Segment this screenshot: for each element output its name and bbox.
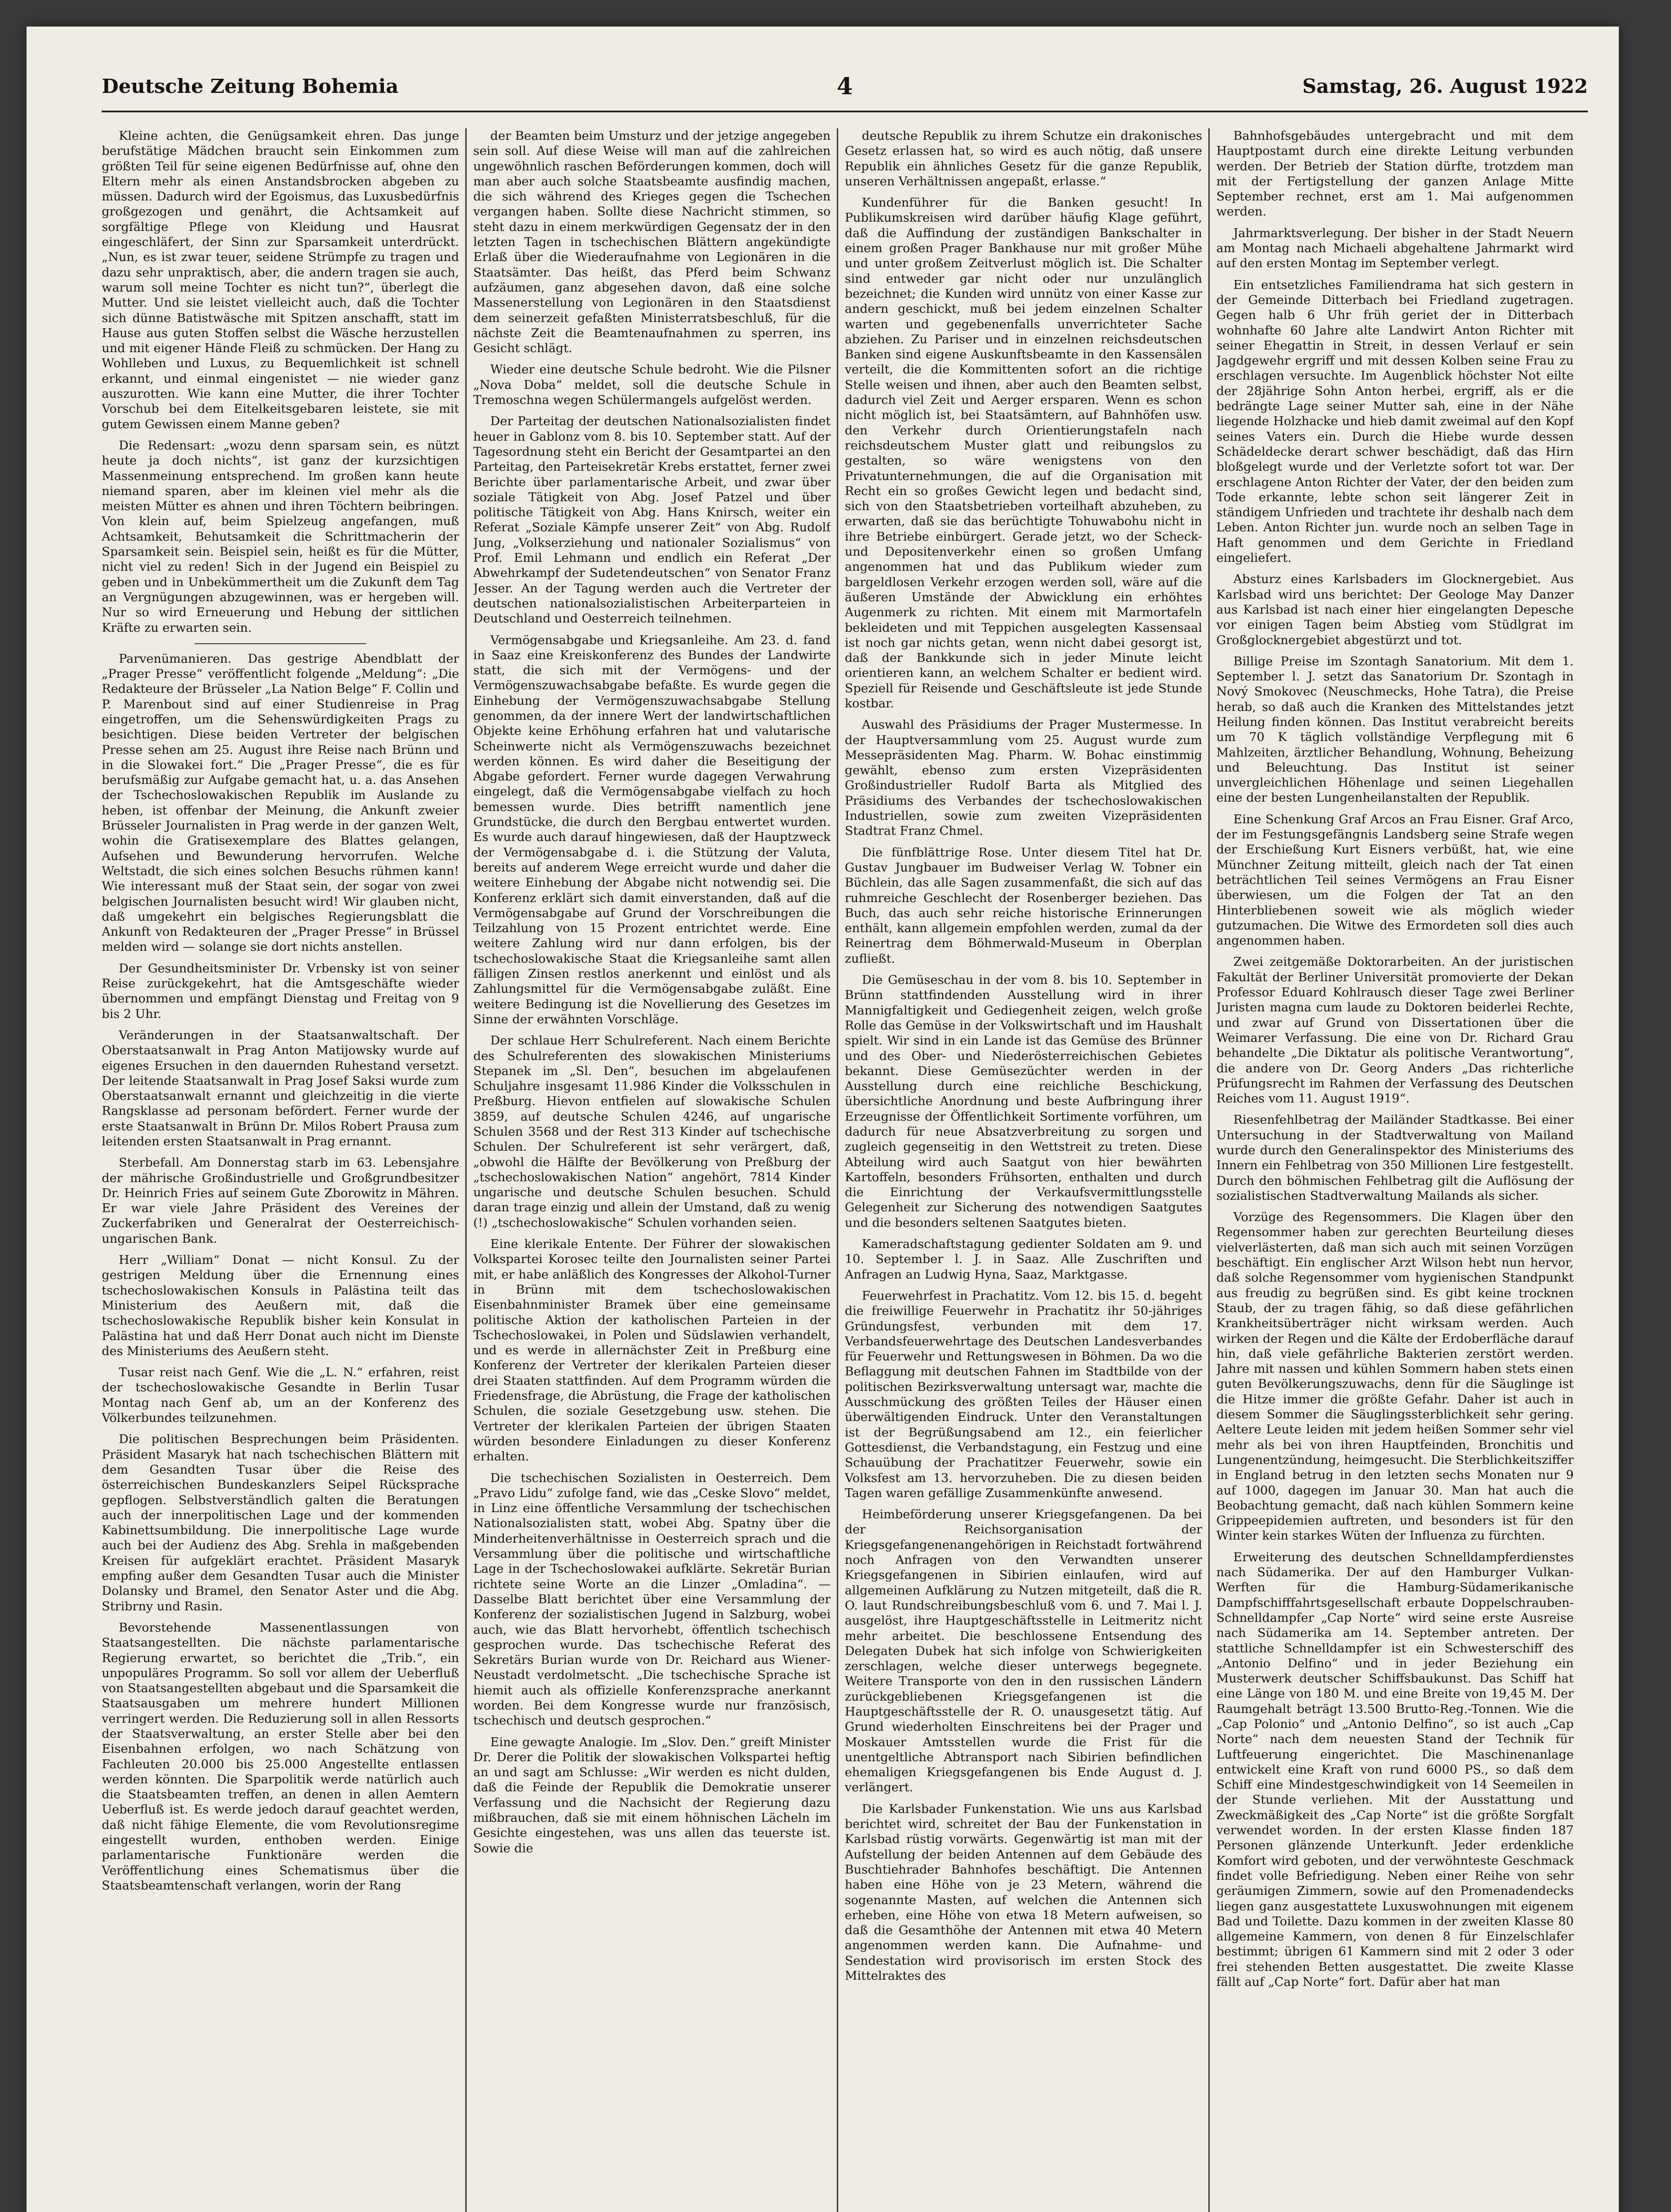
article-paragraph: Riesenfehlbetrag der Mailänder Stadtkasse. Bei einer Untersuchung in der Stadtverwaltung von Mailand wurde durch den Generalinspektor des Ministeriums des Innern ein Fehlbetrag von 350 Millionen Lire festgestellt. Durch den böhmischen Fehlbetrag gilt die Auflösung der sozialistischen Stadtverwaltung Mailands als sicher. <box>1216 1113 1574 1203</box>
article-paragraph: Die fünfblättrige Rose. Unter diesem Titel hat Dr. Gustav Jungbauer im Budweiser Verlag W. Tobner ein Büchlein, das alle Sagen zusammenfaßt, die sich auf das ruhmreiche Geschlecht der Rosenberger beziehen. Das Buch, das auch sehr reiche historische Erinnerungen enthält, kann allgemein empfohlen werden, zumal da der Reinertrag dem Böhmerwald-Museum in Oberplan zufließt. <box>845 845 1202 966</box>
column-rule <box>1208 128 1210 2212</box>
article-paragraph: Die Gemüseschau in der vom 8. bis 10. September in Brünn stattfindenden Ausstellung wird in ihrer Mannigfaltigkeit und Gediegenheit zeigen, welch große Rolle das Gemüse in der Volkswirtschaft und im Haushalt spielt. Wir sind in ein Lande ist das Gemüse des Brünner und des Ober- und Niederösterreichischen Gebietes bekannt. Diese Gemüsezüchter werden in der Ausstellung durch eine reichliche Beschickung, übersichtliche Anordnung und beste Aufbringung ihrer Erzeugnisse der Öffentlichkeit Sortimente vorführen, um dadurch für neue Absatzverbreitung zu sorgen und zugleich gegenseitig in den Wettstreit zu treten. Diese Abteilung wird auch Saatgut von hier bewährten Kartoffeln, besonders Frühsorten, enthalten und durch die Einrichtung der Verkaufsvermittlungsstelle Gelegenheit zur Sicherung des notwendigen Saatgutes und die besonders seltenen Saatgutes bieten. <box>845 973 1202 1230</box>
column-area <box>102 128 1588 2212</box>
article-paragraph: Ein entsetzliches Familiendrama hat sich gestern in der Gemeinde Ditterbach bei Friedland zugetragen. Gegen halb 6 Uhr früh geriet der in Ditterbach wohnhafte 60 Jahre alte Landwirt Anton Richter mit seiner Ehegattin in Streit, in dessen Verlauf er sein Jagdgewehr ergriff und mit dessen Kolben seine Frau zu erschlagen versuchte. Im Augenblick höchster Not eilte der 28jährige Sohn Anton herbei, ergriff, als er die bedrängte Lage seiner Mutter sah, eine in der Nähe liegende Holzhacke und hieb damit zweimal auf den Kopf seines Vaters ein. Durch die Hiebe wurde dessen Schädeldecke derart schwer beschädigt, daß das Hirn bloßgelegt wurde und der Verletzte sofort tot war. Der erschlagene Anton Richter der Vater, der den beiden zum Tode erkannte, lebte schon seit längerer Zeit in ständigem Unfrieden und trachtete ihr deshalb nach dem Leben. Anton Richter jun. wurde noch an selben Tage in Haft genommen und dem Gerichte in Friedland eingeliefert. <box>1216 277 1574 565</box>
article-paragraph: Die tschechischen Sozialisten in Oesterreich. Dem „Pravo Lidu“ zufolge fand, wie das „Ceske Slovo“ meldet, in Linz eine öffentliche Versammlung der tschechischen Nationalsozialisten statt, wobei Abg. Spatny über die Minderheitenverhältnisse in Oesterreich sprach und die Versammlung über die politische und wirtschaftliche Lage in der Tschechoslowakei aufklärte. Sekretär Burian richtete seine Worte an die Linzer „Omladina“. — Dasselbe Blatt berichtet über eine Versammlung der Konferenz der sozialistischen Jugend in Salzburg, wobei auch, wie das Blatt hervorhebt, öffentlich tschechisch gesprochen wurde. Das tschechische Referat des Sekretärs Burian wurde von Dr. Reichard aus Wiener-Neustadt verdolmetscht. „Die tschechische Sprache ist hiemit auch als offizielle Konferenzsprache anerkannt worden. Bei dem Kongresse wurde nur französisch, tschechisch und deutsch gesprochen.“ <box>473 1471 831 1728</box>
article-paragraph: Jahrmarktsverlegung. Der bisher in der Stadt Neuern am Montag nach Michaeli abgehaltene Jahrmarkt wird auf den ersten Montag im September verlegt. <box>1216 226 1574 271</box>
page-header <box>102 71 1588 112</box>
column-3 <box>845 128 1202 2212</box>
article-paragraph: Tusar reist nach Genf. Wie die „L. N.“ erfahren, reist der tschechoslowakische Gesandte in Berlin Tusar Montag nach Genf ab, um an der Konferenz des Völkerbundes teilzunehmen. <box>102 1365 459 1425</box>
article-paragraph: Kundenführer für die Banken gesucht! In Publikumskreisen wird darüber häufig Klage geführt, daß die Auffindung der zuständigen Bankschalter in einem großen Prager Bankhause nur mit großer Mühe und unter großem Zeitverlust möglich ist. Die Schalter sind entweder gar nicht oder nur unzulänglich bezeichnet; die Kunden wird unnütz von einer Kasse zur andern geschickt, muß bei jedem einzelnen Schalter warten und gegebenenfalls unverrichteter Sache abziehen. Zu Pariser und in einzelnen reichsdeutschen Banken sind eigene Auskunftsbeamte in den Kassensälen verteilt, die die Kommittenten sofort an die richtige Stelle weisen und ihnen, aber auch den Beamten selbst, dadurch viel Zeit und Aerger ersparen. Wenn es schon nicht möglich ist, bei Staatsämtern, auf Bahnhöfen usw. den Verkehr durch Orientierungstafeln nach reichsdeutschem Muster glatt und reibungslos zu gestalten, so wäre wenigstens von den Privatunternehmungen, die auf die Organisation mit Recht ein so großes Gewicht legen und bedacht sind, sich von den Staatsbetrieben vorteilhaft abzuheben, zu erwarten, daß sie das berüchtigte Tohuwabohu nicht in ihre Betriebe einbürgert. Gerade jetzt, wo der Scheck- und Depositenverkehr einen so großen Umfang angenommen hat und das Publikum wieder zum bargeldlosen Verkehr erzogen werden soll, wäre auf die äußeren Umstände der Abwicklung ein erhöhtes Augenmerk zu richten. Mit einem mit Marmortafeln bekleideten und mit Teppichen ausgelegten Kassensaal ist noch gar nichts getan, wenn nicht dabei gesorgt ist, daß der Bankkunde sich in jeder Minute leicht orientieren kann, an welchem Schalter er bedient wird. Speziell für Reisende und Geschäftsleute ist jede Stunde kostbar. <box>845 196 1202 710</box>
article-paragraph: Heimbeförderung unserer Kriegsgefangenen. Da bei der Reichsorganisation der Kriegsgefangenenangehörigen in Reichstadt fortwährend noch Anfragen von den Verwandten unserer Kriegsgefangenen in Sibirien einlaufen, wird auf allgemeinen Aufklärung zu Nutzen mitgeteilt, daß die R. O. laut Rundschreibungsbeschluß vom 6. und 7. Mai l. J. ausgelöst, ihre Hauptgeschäftsstelle in Leitmeritz nicht mehr arbeitet. Die beschlossene Entsendung des Delegaten Dubek hat sich infolge von Schwierigkeiten zerschlagen, welche dieser unterwegs begegnete. Weitere Transporte von den in den russischen Ländern zurückgebliebenen Kriegsgefangenen ist die Hauptgeschäftsstelle der R. O. unausgesetzt tätig. Auf Grund wiederholten Einschreitens bei der Prager und Moskauer Amtsstellen wurde die Frist für die unentgeltliche Abtransport nach Sibirien befindlichen ehemaligen Kriegsgefangenen bis Ende August d. J. verlängert. <box>845 1507 1202 1795</box>
section-divider <box>195 643 366 644</box>
newspaper-page <box>27 27 1619 2212</box>
article-paragraph: Vorzüge des Regensommers. Die Klagen über den Regensommer haben zur gerechten Beurteilung dieses vielverlästerten, daß man sich auch mit seinen Vorzügen beschäftigt. Ein englischer Arzt Wilson hebt nun hervor, daß solche Regensommer vom hygienischen Standpunkt aus freudig zu begrüßen sind. Es gibt keine trocknen Staub, der zu tragen fähig, so daß diese gefährlichen Krankheitsüberträger nicht wirksam werden. Auch wirken der Regen und die Kälte der Erdoberfläche darauf hin, daß viele gefährliche Bakterien zerstört werden. Jahre mit nassen und kühlen Sommern haben stets einen guten Bevölkerungszuwachs, denn für die Säuglinge ist die Hitze immer die größte Gefahr. Daher ist auch in diesem Sommer die Säuglingssterblichkeit sehr gering. Aeltere Leute leiden mit jedem heißen Sommer sehr viel mehr als bei von ihren Hauptfeinden, Bronchitis und Lungenentzündung, heimgesucht. Die Sterblichkeitsziffer in England betrug in den letzten sechs Monaten nur 9 auf 1000, dagegen im Januar 30. Man hat auch die Beobachtung gemacht, daß nach kühlen Sommern keine Grippeepidemien auftreten, und besonders ist für den Winter kein starkes Wüten der Influenza zu fürchten. <box>1216 1210 1574 1543</box>
article-paragraph: Die Redensart: „wozu denn sparsam sein, es nützt heute ja doch nichts“, ist ganz der kurzsichtigen Massenmeinung entsprechend. Im großen kann heute niemand sparen, aber im kleinen viel mehr als die meisten Mütter es ahnen und ihren Töchtern beibringen. Von klein auf, beim Spielzeug angefangen, muß Achtsamkeit, Behutsamkeit die Schrittmacherin der Sparsamkeit sein. Beispiel sein, heißt es für die Mütter, nicht viel zu reden! Sich in der Jugend ein Beispiel zu geben und in Unbekümmertheit um die Zukunft dem Tag an Vergnügungen abzugewinnen, was er hergeben will. Nur so wird Erneuerung und Hebung der sittlichen Kräfte zu erwarten sein. <box>102 438 459 635</box>
article-paragraph: Die politischen Besprechungen beim Präsidenten. Präsident Masaryk hat nach tschechischen Blättern mit dem Gesandten Tusar über die Reise des österreichischen Bundeskanzlers Seipel Rücksprache gepflogen. Selbstverständlich galten die Beratungen auch der innerpolitischen Lage und der kommenden Kabinettsumbildung. Die innerpolitische Lage wurde auch bei der Audienz des Abg. Srehla in maßgebenden Kreisen für aufgeklärt erachtet. Präsident Masaryk empfing außer dem Gesandten Tusar auch die Minister Dolansky und Bramel, den Senator Aster und die Abg. Stribrny und Rasin. <box>102 1432 459 1613</box>
article-paragraph: der Beamten beim Umsturz und der jetzige angegeben sein soll. Auf diese Weise will man auf die zahlreichen ungewöhnlich raschen Beförderungen kommen, doch will man aber auch solche Staatsbeamte ausfindig machen, die sich während des Krieges gegen die Tschechen vergangen haben. Sollte diese Nachricht stimmen, so steht dazu in einem merkwürdigen Gegensatz der in den letzten Tagen in tschechischen Blättern angekündigte Erlaß über die Wiederaufnahme von Legionären in die Staatsämter. Das heißt, das Pferd beim Schwanz aufzäumen, ganz abgesehen davon, daß eine solche Massenerstellung von Legionären in den Staatsdienst dem seinerzeit gefaßten Ministerratsbeschluß, für die nächste Zeit die Beamtenaufnahmen zu sperren, ins Gesicht schlägt. <box>473 129 831 356</box>
column-rule <box>465 128 467 2212</box>
column-4 <box>1216 128 1574 2212</box>
article-paragraph: Eine gewagte Analogie. Im „Slov. Den.“ greift Minister Dr. Derer die Politik der slowakischen Volkspartei heftig an und sagt am Schlusse: „Wir werden es nicht dulden, daß die Feinde der Republik die Demokratie unserer Verfassung und die Nachsicht der Regierung dazu mißbrauchen, daß sie mit einem höhnischen Lächeln im Gesichte eingestehen, was uns allen das teuerste ist. Sowie die <box>473 1735 831 1855</box>
newspaper-title: Deutsche Zeitung Bohemia <box>102 75 399 98</box>
column-2 <box>473 128 831 2212</box>
column-rule <box>837 128 838 2212</box>
article-paragraph: Sterbefall. Am Donnerstag starb im 63. Lebensjahre der mährische Großindustrielle und Großgrundbesitzer Dr. Heinrich Fries auf seinem Gute Zborowitz in Mähren. Er war viele Jahre Präsident des Vereines der Zuckerfabriken und Generalrat der Oesterreichisch-ungarischen Bank. <box>102 1156 459 1246</box>
article-paragraph: Absturz eines Karlsbaders im Glocknergebiet. Aus Karlsbad wird uns berichtet: Der Geologe May Danzer aus Karlsbad ist nach einer hier eingelangten Depesche vor einigen Tagen beim Abstieg vom Stüdlgrat im Großglocknergebiet abgestürzt und tot. <box>1216 572 1574 647</box>
article-paragraph: Billige Preise im Szontagh Sanatorium. Mit dem 1. September l. J. setzt das Sanatorium Dr. Szontagh in Nový Smokovec (Neuschmecks, Hohe Tatra), die Preise herab, so daß auch die Kranken des Mittelstandes jetzt Heilung finden können. Das Institut verabreicht bereits um 70 K täglich vollständige Verpflegung mit 6 Mahlzeiten, ärztlicher Behandlung, Wohnung, Beheizung und Beleuchtung. Das Institut ist seiner unvergleichlichen Höhenlage und seinen Liegehallen eine der besten Lungenheilanstalten der Republik. <box>1216 654 1574 805</box>
article-paragraph: Veränderungen in der Staatsanwaltschaft. Der Oberstaatsanwalt in Prag Anton Matijowsky wurde auf eigenes Ersuchen in den dauernden Ruhestand versetzt. Der leitende Staatsanwalt in Prag Josef Saksi wurde zum Oberstaatsanwalt ernannt und gleichzeitig in die vierte Rangsklasse ad personam befördert. Ferner wurde der erste Staatsanwalt in Brünn Dr. Milos Robert Prausa zum leitenden ersten Staatsanwalt in Prag ernannt. <box>102 1028 459 1148</box>
article-paragraph: deutsche Republik zu ihrem Schutze ein drakonisches Gesetz erlassen hat, so wird es auch nötig, daß unsere Republik ein ähnliches Gesetz für die ganze Republik, unseren Verhältnissen angepaßt, erlasse.“ <box>845 129 1202 188</box>
article-paragraph: Feuerwehrfest in Prachatitz. Vom 12. bis 15. d. begeht die freiwillige Feuerwehr in Prachatitz ihr 50-jähriges Gründungsfest, verbunden mit dem 17. Verbandsfeuerwehrtage des Deutschen Landesverbandes für Feuerwehr und Rettungswesen in Böhmen. Da wo die Beflaggung mit deutschen Fahnen im Stadtbilde von der politischen Bezirksverwaltung untersagt war, machte die Ausschmückung des größten Teiles der Häuser einen überwältigenden Eindruck. Unter den Veranstaltungen ist der Begrüßungsabend am 12., ein feierlicher Gottesdienst, die Verbandstagung, ein Festzug und eine Schauübung der Prachatitzer Feuerwehr, sowie ein Volksfest am 13. hervorzuheben. Die zu diesen beiden Tagen waren gefällige Zusammenkünfte anwesend. <box>845 1288 1202 1500</box>
article-paragraph: Eine klerikale Entente. Der Führer der slowakischen Volkspartei Korosec teilte den Journalisten seiner Partei mit, er habe anläßlich des Kongresses der Alkohol-Turner in Brünn mit dem tschechoslowakischen Eisenbahnminister Bramek über eine gemeinsame politische Aktion der katholischen Parteien in der Tschechoslowakei, in Polen und Südslawien verhandelt, und es werde in allernächster Zeit in Preßburg eine Konferenz der Vertreter der klerikalen Parteien dieser drei Staaten stattfinden. Auf dem Programm würden die Friedensfrage, die Abrüstung, die Frage der katholischen Schulen, die soziale Gesetzgebung usw. stehen. Die Vertreter der klerikalen Parteien der übrigen Staaten würden besondere Einladungen zu dieser Konferenz erhalten. <box>473 1237 831 1464</box>
article-paragraph: Der Parteitag der deutschen Nationalsozialisten findet heuer in Gablonz vom 8. bis 10. September statt. Auf der Tagesordnung steht ein Bericht der Gesamtpartei an den Parteitag, den Parteisekretär Krebs erstattet, ferner zwei Berichte über parlamentarische Arbeit, und zwar über soziale Tätigkeit von Abg. Josef Patzel und über politische Tätigkeit von Abg. Hans Knirsch, weiter ein Referat „Soziale Kämpfe unserer Zeit“ von Abg. Rudolf Jung, „Volkserziehung und nationaler Sozialismus“ von Prof. Emil Lehmann und endlich ein Referat „Der Abwehrkampf der Sudetendeutschen“ von Senator Franz Jesser. An der Tagung werden auch die Vertreter der deutschen nationalsozialistischen Arbeiterparteien in Deutschland und Oesterreich teilnehmen. <box>473 414 831 626</box>
article-paragraph: Vermögensabgabe und Kriegsanleihe. Am 23. d. fand in Saaz eine Kreiskonferenz des Bundes der Landwirte statt, die sich mit der Vermögens- und der Vermögenszuwachsabgabe befaßte. Es wurde gegen die Einhebung der Vermögenszuwachsabgabe Stellung genommen, da der innere Wert der landwirtschaftlichen Objekte keine Erhöhung erfahren hat und valutarische Scheinwerte nicht als Vermögenszuwachs bezeichnet werden können. Es wird daher die Beseitigung der Abgabe gefordert. Ferner wurde dagegen Verwahrung eingelegt, daß die Vermögensabgabe vielfach zu hoch bemessen wurde. Dies betrifft namentlich jene Grundstücke, die durch den Bergbau entwertet wurden. Es wurde auch darauf hingewiesen, daß der Hauptzweck der Vermögensabgabe d. i. die Stützung der Valuta, bereits auf anderem Wege erreicht wurde und daher die weitere Einhebung der Abgabe nicht notwendig sei. Die Konferenz erklärt sich damit einverstanden, daß auf die Vermögensabgabe auf Grund der Vorschreibungen die Teilzahlung von 15 Prozent entrichtet werde. Eine weitere Zahlung wird nur dann erfolgen, bis der tschechoslowakische Staat die Kriegsanleihe samt allen fälligen Zinsen restlos anerkennt und einlöst und als Zahlungsmittel für die Vermögensabgabe zuläßt. Eine weitere Bedingung ist die Novellierung des Gesetzes im Sinne der erwähnten Vorschläge. <box>473 633 831 1026</box>
article-paragraph: Parvenümanieren. Das gestrige Abendblatt der „Prager Presse“ veröffentlicht folgende „Meldung“: „Die Redakteure der Brüsseler „La Nation Belge“ F. Collin und P. Marenbout sind auf einer Studienreise in Prag eingetroffen, um die Sehenswürdigkeiten Prags zu besichtigen. Diese beiden Vertreter der belgischen Presse sehen am 25. August ihre Reise nach Brünn und in die Slowakei fort.“ Die „Prager Presse“, die es für berufsmäßig zur Aufgabe gemacht hat, u. a. das Ansehen der Tschechoslowakischen Republik im Auslande zu heben, ist offenbar der Meinung, die Ankunft zweier Brüsseler Journalisten in Prag werde in der ganzen Welt, wohin die Gratisexemplare des Blattes gelangen, Aufsehen und Bewunderung hervorrufen. Welche Weltstadt, die sich eines solchen Besuchs rühmen kann! Wie interessant muß der Staat sein, der sogar von zwei belgischen Journalisten besucht wird! Wir glauben nicht, daß umgekehrt ein belgisches Regierungsblatt die Ankunft von Redakteuren der „Prager Presse“ in Brüssel melden wird — solange sie dort nichts anstellen. <box>102 651 459 954</box>
issue-date: Samstag, 26. August 1922 <box>1302 75 1588 98</box>
page-number: 4 <box>836 73 853 100</box>
article-paragraph: Der schlaue Herr Schulreferent. Nach einem Berichte des Schulreferenten des slowakischen Ministeriums Stepanek im „Sl. Den“, besuchen im abgelaufenen Schuljahre insgesamt 11.986 Kinder die Volksschulen in Preßburg. Hievon entfielen auf slowakische Schulen 3859, auf deutsche Schulen 4246, auf ungarische Schulen 3568 und der Rest 313 Kinder auf tschechische Schulen. Der Schulreferent ist sehr verärgert, daß, „obwohl die Hälfte der Bevölkerung von Preßburg der „tschechoslowakischen Nation“ angehört, 7814 Kinder ungarische und deutsche Schulen besuchen. Schuld daran trage einzig und allein der Umstand, daß zu wenig (!) „tschechoslowakische“ Schulen vorhanden seien. <box>473 1033 831 1230</box>
article-paragraph: Erweiterung des deutschen Schnelldampferdienstes nach Südamerika. Der auf den Hamburger Vulkan-Werften für die Hamburg-Südamerikanische Dampfschifffahrtsgesellschaft erbaute Doppelschrauben-Schnelldampfer „Cap Norte“ wird seine erste Ausreise nach Südamerika am 14. September antreten. Der stattliche Schnelldampfer ist ein Schwesterschiff des „Antonio Delfino“ und in jeder Beziehung ein Musterwerk deutscher Schiffsbaukunst. Das Schiff hat eine Länge von 180 M. und eine Breite von 19,45 M. Der Raumgehalt beträgt 13.500 Brutto-Reg.-Tonnen. Wie die „Cap Polonio“ und „Antonio Delfino“, so ist auch „Cap Norte“ nach dem neuesten Stand der Technik für Luftfeuerung eingerichtet. Die Maschinenanlage entwickelt eine Kraft von rund 6000 PS., so daß dem Schiff eine Mindestgeschwindigkeit von 14 Seemeilen in der Stunde verliehen. Mit der Ausstattung und Zweckmäßigkeit des „Cap Norte“ ist die größte Sorgfalt verwendet worden. In der ersten Klasse finden 187 Personen glänzende Unterkunft. Jeder erdenkliche Komfort wird geboten, und der verwöhnteste Geschmack findet volle Befriedigung. Neben einer Reihe von sehr geräumigen Zimmern, sowie auf den Promenadendecks liegen ganz ausgestattete Luxuswohnungen mit eigenem Bad und Toilette. Dazu kommen in der zweiten Klasse 80 allgemeine Kammern, von denen 8 für Einzelschlafer bestimmt; übrigen 61 Kammern sind mit 2 oder 3 oder frei stehenden Betten ausgestattet. Die zweite Klasse fällt auf „Cap Norte“ fort. Dafür aber hat man <box>1216 1550 1574 1989</box>
article-paragraph: Herr „William“ Donat — nicht Konsul. Zu der gestrigen Meldung über die Ernennung eines tschechoslowakischen Konsuls in Palästina teilt das Ministerium des Aeußern mit, daß die tschechoslowakische Republik bisher kein Konsulat in Palästina hat und daß Herr Donat auch nicht im Dienste des Ministeriums des Aeußern steht. <box>102 1253 459 1358</box>
article-paragraph: Kleine achten, die Genügsamkeit ehren. Das junge berufstätige Mädchen braucht sein Einkommen zum größten Teil für seine eigenen Bedürfnisse auf, ohne den Eltern mehr als einen Anstandsbrocken abgeben zu müssen. Dadurch wird der Egoismus, das Luxusbedürfnis großgezogen und genährt, die Achtsamkeit auf sorgfältige Pflege von Kleidung und Hausrat eingeschläfert, der Sinn zur Sparsamkeit unterdrückt. „Nun, es ist zwar teuer, seidene Strümpfe zu tragen und dazu sehr unpraktisch, aber, die andern tragen sie auch, warum soll meine Tochter es nicht tun?“, überlegt die Mutter. Und sie leistet vielleicht auch, daß die Tochter sich dünne Batistwäsche mit Spitzen anschafft, statt im Hause aus guten Stoffen selbst die Wäsche herzustellen und mit eigener Hände Fleiß zu schmücken. Der Hang zu Wohlleben und Luxus, zu Bequemlichkeit ist schnell erkannt, und einmal eingenistet — nie wieder ganz auszurotten. Wie kann eine Mutter, die ihrer Tochter Vorschub bei dem Eitelkeitsgebaren leistete, sie mit gutem Gewissen einem Manne geben? <box>102 129 459 431</box>
article-paragraph: Bevorstehende Massenentlassungen von Staatsangestellten. Die nächste parlamentarische Regierung erwartet, so berichtet die „Trib.“, ein unpopuläres Programm. So soll vor allem der Ueberfluß von Staatsangestellten abgebaut und die Sparsamkeit die Staatsausgaben um mehrere hundert Millionen verringert werden. Die Reduzierung soll in allen Ressorts der Staatsverwaltung, an erster Stelle aber bei den Eisenbahnen erfolgen, wo nach Schätzung von Fachleuten 20.000 bis 25.000 Angestellte entlassen werden könnten. Die Sparpolitik werde natürlich auch die Staatsbeamten treffen, an denen in allen Aemtern Ueberfluß ist. Es werde jedoch darauf geachtet werden, daß nicht fähige Elemente, die vom Revolutionsregime eingestellt wurden, enthoben werden. Einige parlamentarische Funktionäre werden die Veröffentlichung eines Schematismus über die Staatsbeamtenschaft verlangen, worin der Rang <box>102 1620 459 1893</box>
article-paragraph: Kameradschaftstagung gedienter Soldaten am 9. und 10. September l. J. in Saaz. Alle Zuschriften und Anfragen an Ludwig Hyna, Saaz, Marktgasse. <box>845 1237 1202 1282</box>
article-paragraph: Eine Schenkung Graf Arcos an Frau Eisner. Graf Arco, der im Festungsgefängnis Landsberg seine Strafe wegen der Erschießung Kurt Eisners verbüßt, hat, wie eine Münchner Zeitung mitteilt, gleich nach der Tat einen beträchtlichen Teil seines Vermögens an Frau Eisner überwiesen, um die Folgen der Tat an den Hinterbliebenen soweit wie als möglich wieder gutzumachen. Die Witwe des Ermordeten soll dies auch angenommen haben. <box>1216 812 1574 948</box>
article-paragraph: Wieder eine deutsche Schule bedroht. Wie die Pilsner „Nova Doba“ meldet, soll die deutsche Schule in Tremoschna wegen Schülermangels aufgelöst werden. <box>473 362 831 407</box>
article-paragraph: Der Gesundheitsminister Dr. Vrbensky ist von seiner Reise zurückgekehrt, hat die Amtsgeschäfte wieder übernommen und empfängt Dienstag und Freitag von 9 bis 2 Uhr. <box>102 961 459 1021</box>
article-paragraph: Bahnhofsgebäudes untergebracht und mit dem Hauptpostamt durch eine direkte Leitung verbunden werden. Der Betrieb der Station dürfte, trotzdem man mit der Fertigstellung der ganzen Anlage Mitte September rechnet, erst am 1. Mai aufgenommen werden. <box>1216 129 1574 219</box>
column-1 <box>102 128 459 2212</box>
article-paragraph: Zwei zeitgemäße Doktorarbeiten. An der juristischen Fakultät der Berliner Universität promovierte der Dekan Professor Eduard Kohlrausch dieser Tage zwei Berliner Juristen magna cum laude zu Doktoren beiderlei Rechte, und zwar auf Grund von Dissertationen über die Weimarer Verfassung. Die eine von Dr. Richard Grau behandelte „Die Diktatur als politische Verantwortung“, die andere von Dr. Georg Anders „Das richterliche Prüfungsrecht im Rahmen der Verfassung des Deutschen Reiches vom 11. August 1919“. <box>1216 955 1574 1106</box>
article-paragraph: Auswahl des Präsidiums der Prager Mustermesse. In der Hauptversammlung vom 25. August wurde zum Messepräsidenten Mag. Pharm. W. Bohac einstimmig gewählt, ebenso zum ersten Vizepräsidenten Großindustrieller Rudolf Barta als Mitglied des Präsidiums des Verbandes der tschechoslowakischen Industriellen, sowie zum zweiten Vizepräsidenten Stadtrat Franz Chmel. <box>845 718 1202 838</box>
article-paragraph: Die Karlsbader Funkenstation. Wie uns aus Karlsbad berichtet wird, schreitet der Bau der Funkenstation in Karlsbad rüstig vorwärts. Gegenwärtig ist man mit der Aufstellung der beiden Antennen auf dem Gebäude des Buschtiehrader Bahnhofes beschäftigt. Die Antennen haben eine Höhe von je 23 Metern, während die sogenannte Masten, auf welchen die Antennen sich erheben, eine Höhe von etwa 18 Metern aufweisen, so daß die Gesamthöhe der Antennen mit etwa 40 Metern angenommen werden kann. Die Aufnahme- und Sendestation wird provisorisch im ersten Stock des Mittelraktes des <box>845 1801 1202 1983</box>
